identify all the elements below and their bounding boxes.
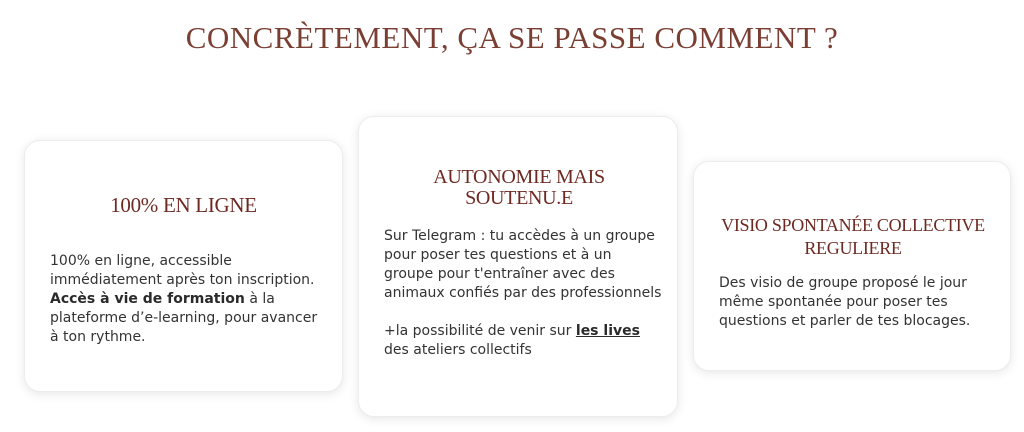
card-text: Sur Telegram : tu accèdes à un groupe pour poser tes questions et à un groupe pour t'entraîner avec des animaux confiés par des professionnels — [384, 228, 662, 301]
card-100-en-ligne — [24, 140, 343, 392]
card-title: VISIO SPONTANÉE COLLECTIVE REGULIERE — [721, 215, 985, 258]
card-text: 100% en ligne, accessible immédiatement après ton inscription. — [50, 253, 315, 288]
card-autonomie — [358, 116, 678, 417]
card-text: des ateliers collectifs — [384, 342, 532, 358]
card-text-bold: Accès à vie de formation — [50, 291, 245, 307]
card-description — [384, 227, 664, 360]
card-description — [50, 252, 320, 347]
card-text: Des visio de groupe proposé le jour même spontanée pour poser tes questions et parler de tes blocages. — [719, 275, 971, 329]
lives-link[interactable]: les lives — [575, 323, 640, 339]
card-visio — [693, 161, 1011, 371]
card-text: +la possibilité de venir sur — [384, 323, 576, 339]
card-title: AUTONOMIE MAIS SOUTENU.E — [433, 166, 605, 209]
card-text: à la plateforme d’e-learning, pour avancer à ton rythme. — [50, 291, 318, 345]
card-title: 100% EN LIGNE — [110, 193, 257, 217]
section-heading: CONCRÈTEMENT, ÇA SE PASSE COMMENT ? — [185, 20, 839, 55]
card-description — [719, 274, 991, 331]
